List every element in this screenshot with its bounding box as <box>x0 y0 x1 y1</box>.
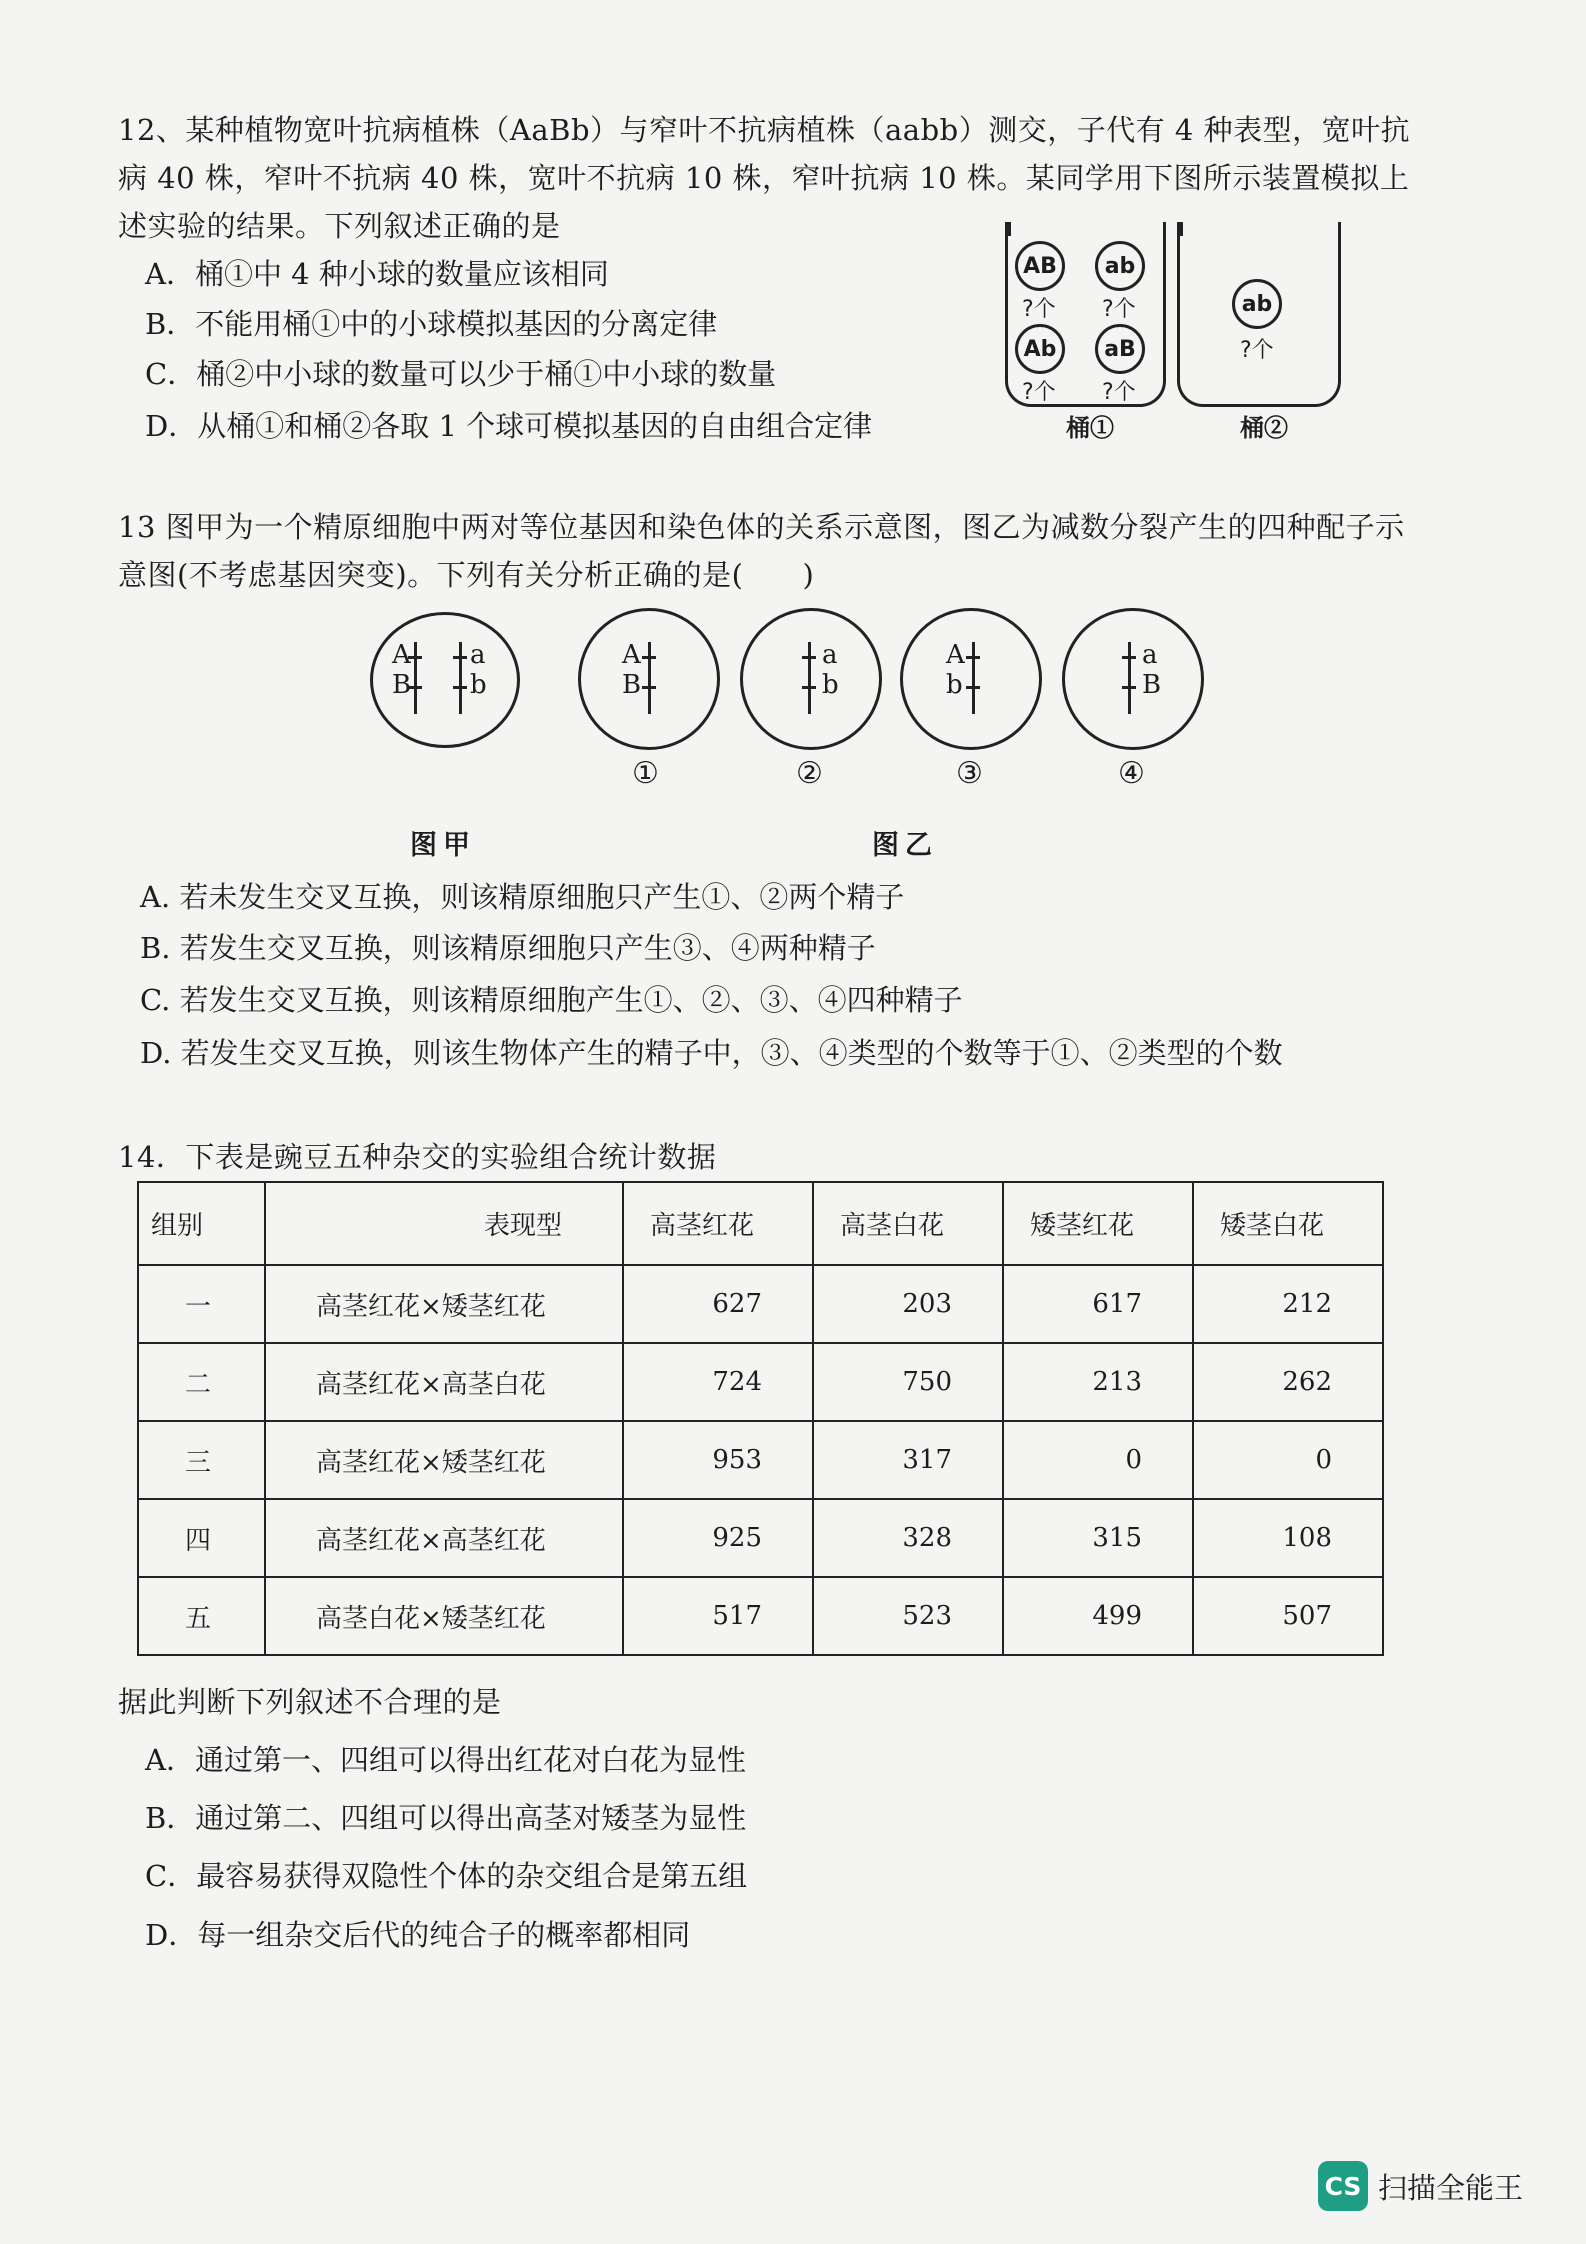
table-cell: 517 <box>623 1577 813 1655</box>
jia-locus-2b <box>453 686 467 689</box>
table-cell: 925 <box>623 1499 813 1577</box>
yi-cell-1-locus-top <box>642 656 656 659</box>
table-cell: 三 <box>138 1421 265 1499</box>
yi-cell-4-chromosome <box>1128 642 1131 714</box>
yi-cell-2-allele-bottom: b <box>822 670 839 700</box>
figure-jia-label: 图甲 <box>410 830 476 861</box>
table-cell: 750 <box>813 1343 1003 1421</box>
yi-cell-2-number: ② <box>796 756 823 791</box>
yi-cell-2-allele-top: a <box>822 640 838 670</box>
jia-locus-2a <box>453 656 467 659</box>
yi-cell-3-locus-top <box>966 656 980 659</box>
table-cell: 高茎红花×高茎红花 <box>265 1499 623 1577</box>
yi-cell-2 <box>740 608 882 750</box>
table-cell: 二 <box>138 1343 265 1421</box>
q12-option-c: C．桶②中小球的数量可以少于桶①中小球的数量 <box>145 357 777 391</box>
yi-cell-4-allele-bottom: B <box>1142 670 1162 700</box>
jia-chromosome-1 <box>414 642 417 714</box>
table-cell: 0 <box>1193 1421 1383 1499</box>
bucket-1-count-ab: ?个 <box>1102 297 1136 322</box>
bucket-1-ball-Ab: Ab <box>1015 324 1065 374</box>
table-row <box>138 1265 1383 1343</box>
scanner-watermark <box>1318 2161 1523 2211</box>
yi-cell-4-allele-top: a <box>1142 640 1158 670</box>
table-header-cell: 组别 <box>138 1182 265 1265</box>
bucket-1-count-AB: ?个 <box>1022 297 1056 322</box>
table-cell: 四 <box>138 1499 265 1577</box>
bucket-2-count-ab: ?个 <box>1240 338 1274 363</box>
q13-option-c: C. 若发生交叉互换，则该精原细胞产生①、②、③、④四种精子 <box>140 983 963 1017</box>
bucket-1-count-Ab: ?个 <box>1022 380 1056 405</box>
bucket-2-ball-ab: ab <box>1232 279 1282 329</box>
table-cell: 高茎红花×矮茎红花 <box>265 1421 623 1499</box>
table-cell: 0 <box>1003 1421 1193 1499</box>
table-cell: 108 <box>1193 1499 1383 1577</box>
jia-allele-B: B <box>392 670 412 700</box>
yi-cell-4-locus-top <box>1122 656 1136 659</box>
table-cell: 212 <box>1193 1265 1383 1343</box>
yi-cell-3 <box>900 608 1042 750</box>
yi-cell-1-allele-top: A <box>622 640 641 670</box>
bucket-1-ball-aB: aB <box>1095 324 1145 374</box>
jia-allele-a: a <box>470 640 486 670</box>
yi-cell-3-chromosome <box>972 642 975 714</box>
watermark-text: 扫描全能王 <box>1378 2170 1524 2205</box>
yi-cell-4-number: ④ <box>1118 756 1145 791</box>
q14-option-b: B．通过第二、四组可以得出高茎对矮茎为显性 <box>145 1801 747 1835</box>
q13-option-b: B. 若发生交叉互换，则该精原细胞只产生③、④两种精子 <box>140 931 876 965</box>
table-cell: 213 <box>1003 1343 1193 1421</box>
bucket-1-ball-ab: ab <box>1095 241 1145 291</box>
table-cell: 523 <box>813 1577 1003 1655</box>
bucket-1-label: 桶① <box>1066 413 1114 442</box>
bucket-1-ball-AB: AB <box>1015 241 1065 291</box>
figure-yi-label: 图乙 <box>872 830 938 861</box>
yi-cell-2-chromosome <box>808 642 811 714</box>
table-cell: 627 <box>623 1265 813 1343</box>
q13-stem-line-2: 意图(不考虑基因突变)。下列有关分析正确的是( ) <box>118 558 815 592</box>
table-cell: 315 <box>1003 1499 1193 1577</box>
jia-allele-b: b <box>470 670 487 700</box>
table-header-cell: 高茎白花 <box>813 1182 1003 1265</box>
table-row <box>138 1343 1383 1421</box>
table-header-row <box>138 1182 1383 1265</box>
bucket-1-count-aB: ?个 <box>1102 380 1136 405</box>
table-cell: 724 <box>623 1343 813 1421</box>
table-header-cell: 表现型 <box>265 1182 623 1265</box>
yi-cell-3-allele-bottom: b <box>946 670 963 700</box>
yi-cell-3-allele-top: A <box>946 640 965 670</box>
q14-option-c: C．最容易获得双隐性个体的杂交组合是第五组 <box>145 1859 748 1893</box>
table-cell: 高茎红花×高茎白花 <box>265 1343 623 1421</box>
table-cell: 953 <box>623 1421 813 1499</box>
cross-data-table <box>137 1181 1384 1656</box>
yi-cell-1-chromosome <box>648 642 651 714</box>
table-header-cell: 矮茎红花 <box>1003 1182 1193 1265</box>
table-cell: 617 <box>1003 1265 1193 1343</box>
q12-stem-line-2: 病 40 株，窄叶不抗病 40 株，宽叶不抗病 10 株，窄叶抗病 10 株。某同学用下图所示装置模拟上 <box>118 161 1410 195</box>
table-row <box>138 1421 1383 1499</box>
yi-cell-4-locus-bottom <box>1122 686 1136 689</box>
q13-option-a: A. 若未发生交叉互换，则该精原细胞只产生①、②两个精子 <box>140 880 905 914</box>
table-header-cell: 矮茎白花 <box>1193 1182 1383 1265</box>
yi-cell-3-number: ③ <box>956 756 983 791</box>
q13-stem-line-1: 13 图甲为一个精原细胞中两对等位基因和染色体的关系示意图，图乙为减数分裂产生的四种配子示 <box>118 510 1405 544</box>
q14-option-a: A．通过第一、四组可以得出红花对白花为显性 <box>145 1743 746 1777</box>
camscanner-logo-icon: CS <box>1318 2161 1368 2211</box>
table-cell: 507 <box>1193 1577 1383 1655</box>
table-cell: 262 <box>1193 1343 1383 1421</box>
table-cell: 高茎白花×矮茎红花 <box>265 1577 623 1655</box>
yi-cell-1-number: ① <box>632 756 659 791</box>
table-cell: 317 <box>813 1421 1003 1499</box>
q14-after-table: 据此判断下列叙述不合理的是 <box>118 1685 502 1719</box>
q12-stem-line-1: 12、某种植物宽叶抗病植株（AaBb）与窄叶不抗病植株（aabb）测交，子代有 4 种表型，宽叶抗 <box>118 113 1411 147</box>
q14-option-d: D．每一组杂交后代的纯合子的概率都相同 <box>145 1918 691 1952</box>
table-cell: 五 <box>138 1577 265 1655</box>
table-header-cell: 高茎红花 <box>623 1182 813 1265</box>
jia-chromosome-2 <box>459 642 462 714</box>
bucket-2-label: 桶② <box>1240 413 1288 442</box>
yi-cell-4 <box>1062 608 1204 750</box>
q13-option-d: D. 若发生交叉互换，则该生物体产生的精子中，③、④类型的个数等于①、②类型的个数 <box>140 1036 1283 1070</box>
q12-option-d: D．从桶①和桶②各取 1 个球可模拟基因的自由组合定律 <box>145 409 873 443</box>
q12-option-b: B．不能用桶①中的小球模拟基因的分离定律 <box>145 307 718 341</box>
q12-stem-line-3: 述实验的结果。下列叙述正确的是 <box>118 209 561 243</box>
jia-allele-A: A <box>392 640 411 670</box>
table-row <box>138 1499 1383 1577</box>
yi-cell-1-allele-bottom: B <box>622 670 642 700</box>
yi-cell-1-locus-bottom <box>642 686 656 689</box>
table-cell: 高茎红花×矮茎红花 <box>265 1265 623 1343</box>
table-cell: 一 <box>138 1265 265 1343</box>
yi-cell-2-locus-bottom <box>802 686 816 689</box>
table-cell: 499 <box>1003 1577 1193 1655</box>
table-cell: 203 <box>813 1265 1003 1343</box>
table-row <box>138 1577 1383 1655</box>
q14-stem: 14．下表是豌豆五种杂交的实验组合统计数据 <box>118 1140 717 1174</box>
table-cell: 328 <box>813 1499 1003 1577</box>
q12-option-a: A．桶①中 4 种小球的数量应该相同 <box>145 257 609 291</box>
yi-cell-2-locus-top <box>802 656 816 659</box>
yi-cell-3-locus-bottom <box>966 686 980 689</box>
